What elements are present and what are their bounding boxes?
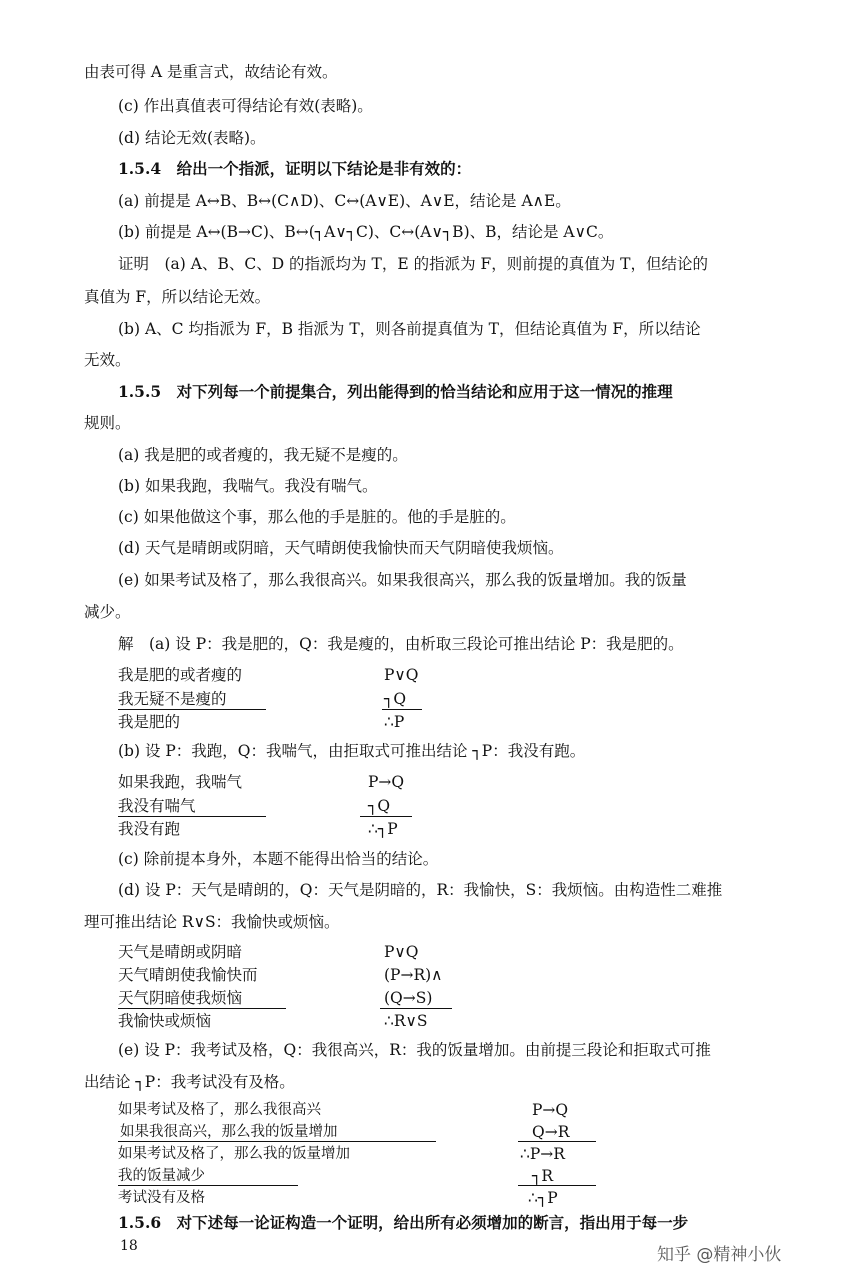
proof-line: 证明 (a) A、B、C、D 的指派均为 T，E 的指派为 F，则前提的真值为 T，但结论的 [118,255,709,273]
text-line: (b) 如果我跑，我喘气。我没有喘气。 [118,477,378,495]
text-line: (b) 前提是 A↔(B→C)、B↔(┐A∨┐C)、C↔(A∨┐B)、B，结论是 A∨C。 [118,223,614,241]
conclusion-formula: ∴┐P [368,820,398,838]
inference-rule-line [382,709,422,710]
conclusion-formula: ∴┐P [528,1189,558,1207]
premise-formula: Q→R [532,1123,570,1141]
inference-rule-line [518,1141,596,1142]
text-line: (d) 天气是晴朗或阴暗，天气晴朗使我愉快而天气阴暗使我烦恼。 [118,539,564,557]
inference-rule-line [118,1141,436,1142]
text-line: (a) 我是肥的或者瘦的，我无疑不是瘦的。 [118,446,408,464]
conclusion-text: 我是肥的 [118,713,181,731]
section-heading-1-5-4: 1.5.4 给出一个指派，证明以下结论是非有效的： [118,159,472,178]
text-line: 规则。 [84,414,131,432]
inference-rule-line [360,816,412,817]
section-heading-1-5-5: 1.5.5 对下列每一个前提集合，列出能得到的恰当结论和应用于这一情况的推理 [118,382,673,401]
premise-formula: P→Q [532,1101,569,1119]
premise-text: 我的饭量减少 [118,1168,205,1184]
premise-text: 如果我跑，我喘气 [118,773,243,791]
solution-line: 出结论 ┐P：我考试没有及格。 [84,1073,295,1091]
text-line: (c) 作出真值表可得结论有效(表略)。 [118,97,373,115]
inference-rule-line [118,1185,298,1186]
solution-line: (b) 设 P：我跑，Q：我喘气，由拒取式可推出结论 ┐P：我没有跑。 [118,742,586,760]
inference-rule-line [118,816,266,817]
watermark: 知乎 @精神小伙 [657,1245,782,1265]
conclusion-formula: ∴R∨S [384,1012,428,1030]
derived-formula: ∴P→R [520,1145,565,1163]
text-line: (b) A、C 均指派为 F，B 指派为 T，则各前提真值为 T，但结论真值为 F，所以结论 [118,320,701,338]
inference-rule-line [518,1185,596,1186]
page-number: 18 [120,1238,138,1254]
premise-text: 我是肥的或者瘦的 [118,666,243,684]
text-line: 无效。 [84,351,131,369]
premise-text: 如果我很高兴，那么我的饭量增加 [120,1124,338,1140]
text-line: 真值为 F，所以结论无效。 [84,288,271,306]
conclusion-text: 我没有跑 [118,820,181,838]
premise-text: 如果考试及格了，那么我很高兴 [118,1102,321,1118]
premise-formula: (Q→S) [384,989,433,1007]
premise-formula: P→Q [368,773,405,791]
conclusion-formula: ∴P [384,713,405,731]
solution-line: (d) 设 P：天气是晴朗的，Q：天气是阴暗的，R：我愉快，S：我烦恼。由构造性二难推 [118,881,723,899]
derived-text: 如果考试及格了，那么我的饭量增加 [118,1146,350,1162]
solution-line: (e) 设 P：我考试及格，Q：我很高兴，R：我的饭量增加。由前提三段论和拒取式可推 [118,1041,711,1059]
premise-formula: ┐R [532,1167,554,1185]
premise-formula: ┐Q [384,690,407,708]
text-line: 减少。 [84,603,131,621]
inference-rule-line [380,1008,452,1009]
solution-line: 解 (a) 设 P：我是肥的，Q：我是瘦的，由析取三段论可推出结论 P：我是肥的。 [118,635,684,653]
inference-rule-line [118,709,266,710]
text-line: (d) 结论无效(表略)。 [118,129,266,147]
premise-formula: (P→R)∧ [384,966,443,984]
text-line: (a) 前提是 A↔B、B↔(C∧D)、C↔(A∨E)、A∨E，结论是 A∧E。 [118,192,571,210]
text-line: (c) 如果他做这个事，那么他的手是脏的。他的手是脏的。 [118,508,516,526]
solution-line: (c) 除前提本身外，本题不能得出恰当的结论。 [118,850,439,868]
premise-text: 天气是晴朗或阴暗 [118,943,243,961]
premise-text: 天气阴暗使我烦恼 [118,989,243,1007]
conclusion-text: 考试没有及格 [118,1190,205,1206]
solution-line: 理可推出结论 R∨S：我愉快或烦恼。 [84,913,340,931]
premise-formula: ┐Q [368,797,391,815]
premise-formula: P∨Q [384,666,419,684]
inference-rule-line [118,1008,286,1009]
section-heading-1-5-6: 1.5.6 对下述每一论证构造一个证明，给出所有必须增加的断言，指出用于每一步 [118,1213,689,1232]
text-line: 由表可得 A 是重言式，故结论有效。 [84,63,338,81]
premise-text: 我没有喘气 [118,797,196,815]
text-line: (e) 如果考试及格了，那么我很高兴。如果我很高兴，那么我的饭量增加。我的饭量 [118,571,687,589]
premise-text: 天气晴朗使我愉快而 [118,966,258,984]
conclusion-text: 我愉快或烦恼 [118,1012,212,1030]
premise-text: 我无疑不是瘦的 [118,690,227,708]
premise-formula: P∨Q [384,943,419,961]
